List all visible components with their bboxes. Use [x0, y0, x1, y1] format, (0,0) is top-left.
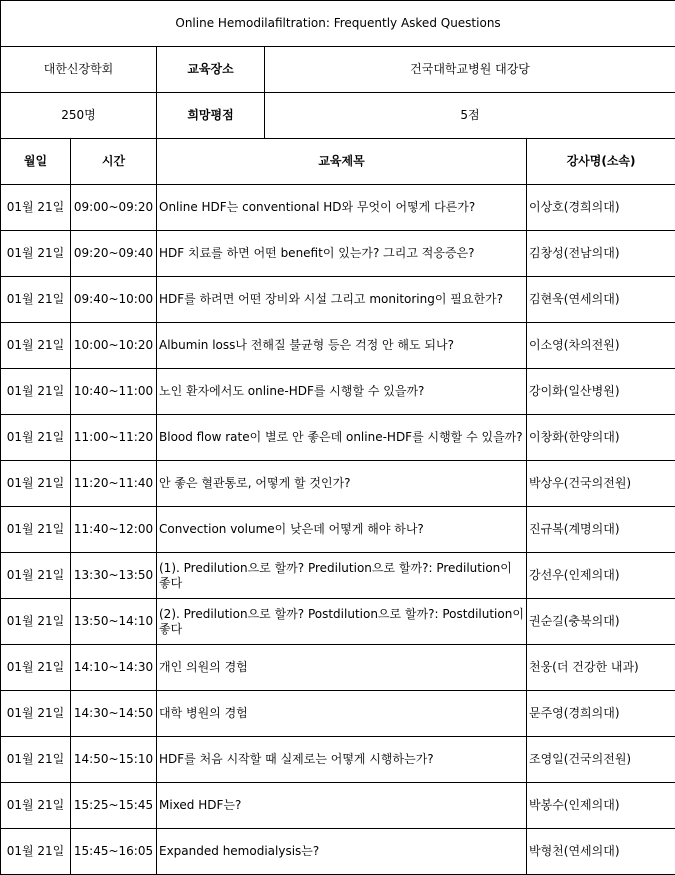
table-row: [1, 553, 675, 599]
row-topic: Convection volume이 낮은데 어떻게 해야 하나?: [157, 507, 527, 553]
row-speaker: 박봉수(인제의대): [527, 783, 675, 829]
row-time: 09:00~09:20: [71, 185, 157, 231]
table-row: [1, 231, 675, 277]
row-topic: (2). Predilution으로 할까? Postdilution으로 할까?: Postdilution이 좋다: [157, 599, 527, 645]
row-speaker: 권순길(충북의대): [527, 599, 675, 645]
row-date: 01월 21일: [1, 829, 71, 875]
table-row: [1, 599, 675, 645]
row-speaker: 이소영(차의전원): [527, 323, 675, 369]
row-speaker: 이상호(경희의대): [527, 185, 675, 231]
row-topic: Expanded hemodialysis는?: [157, 829, 527, 875]
row-time: 14:10~14:30: [71, 645, 157, 691]
row-date: 01월 21일: [1, 783, 71, 829]
header-speaker: 강사명(소속): [527, 139, 675, 185]
row-speaker: 이창화(한양의대): [527, 415, 675, 461]
row-topic: 대학 병원의 경험: [157, 691, 527, 737]
row-speaker: 문주영(경희의대): [527, 691, 675, 737]
header-topic: 교육제목: [157, 139, 527, 185]
table-row: [1, 323, 675, 369]
row-speaker: 박상우(건국의전원): [527, 461, 675, 507]
row-date: 01월 21일: [1, 277, 71, 323]
row-date: 01월 21일: [1, 323, 71, 369]
table-row: [1, 185, 675, 231]
score-value: 5점: [265, 93, 675, 139]
row-speaker: 김창성(전남의대): [527, 231, 675, 277]
row-date: 01월 21일: [1, 415, 71, 461]
row-time: 11:40~12:00: [71, 507, 157, 553]
row-date: 01월 21일: [1, 645, 71, 691]
table-row: [1, 507, 675, 553]
table-row: [1, 461, 675, 507]
row-topic: 노인 환자에서도 online-HDF를 시행할 수 있을까?: [157, 369, 527, 415]
page-title: Online Hemodilafiltration: Frequently Asked Questions: [1, 1, 675, 47]
row-topic: Online HDF는 conventional HD와 무엇이 어떻게 다른가?: [157, 185, 527, 231]
table-row: [1, 783, 675, 829]
row-topic: Blood flow rate이 별로 안 좋은데 online-HDF를 시행할 수 있을까?: [157, 415, 527, 461]
venue-label: 교육장소: [157, 47, 265, 93]
row-date: 01월 21일: [1, 185, 71, 231]
table-row: [1, 737, 675, 783]
row-time: 11:20~11:40: [71, 461, 157, 507]
header-date: 월일: [1, 139, 71, 185]
row-time: 14:50~15:10: [71, 737, 157, 783]
row-topic: 개인 의원의 경험: [157, 645, 527, 691]
row-topic: HDF를 하려면 어떤 장비와 시설 그리고 monitoring이 필요한가?: [157, 277, 527, 323]
row-time: 09:20~09:40: [71, 231, 157, 277]
row-date: 01월 21일: [1, 507, 71, 553]
row-date: 01월 21일: [1, 369, 71, 415]
organizer: 대한신장학회: [1, 47, 157, 93]
row-speaker: 김현욱(연세의대): [527, 277, 675, 323]
row-speaker: 박형천(연세의대): [527, 829, 675, 875]
row-time: 13:30~13:50: [71, 553, 157, 599]
table-row: [1, 415, 675, 461]
row-time: 09:40~10:00: [71, 277, 157, 323]
row-topic: Mixed HDF는?: [157, 783, 527, 829]
table-row: [1, 691, 675, 737]
row-topic: Albumin loss나 전해질 불균형 등은 걱정 안 해도 되나?: [157, 323, 527, 369]
row-topic: (1). Predilution으로 할까? Predilution으로 할까?: Predilution이 좋다: [157, 553, 527, 599]
row-time: 15:25~15:45: [71, 783, 157, 829]
row-date: 01월 21일: [1, 553, 71, 599]
row-speaker: 강선우(인제의대): [527, 553, 675, 599]
table-row: [1, 369, 675, 415]
row-date: 01월 21일: [1, 737, 71, 783]
row-topic: HDF를 처음 시작할 때 실제로는 어떻게 시행하는가?: [157, 737, 527, 783]
row-time: 14:30~14:50: [71, 691, 157, 737]
row-date: 01월 21일: [1, 461, 71, 507]
venue-value: 건국대학교병원 대강당: [265, 47, 675, 93]
row-time: 13:50~14:10: [71, 599, 157, 645]
table-row: [1, 829, 675, 875]
table-row: [1, 277, 675, 323]
row-speaker: 진규복(계명의대): [527, 507, 675, 553]
row-speaker: 강이화(일산병원): [527, 369, 675, 415]
table-row: [1, 645, 675, 691]
row-time: 11:00~11:20: [71, 415, 157, 461]
row-time: 10:40~11:00: [71, 369, 157, 415]
row-speaker: 조영일(건국의전원): [527, 737, 675, 783]
row-date: 01월 21일: [1, 691, 71, 737]
score-label: 희망평점: [157, 93, 265, 139]
row-time: 15:45~16:05: [71, 829, 157, 875]
header-time: 시간: [71, 139, 157, 185]
row-date: 01월 21일: [1, 599, 71, 645]
row-topic: 안 좋은 혈관통로, 어떻게 할 것인가?: [157, 461, 527, 507]
row-topic: HDF 치료를 하면 어떤 benefit이 있는가? 그리고 적응증은?: [157, 231, 527, 277]
row-date: 01월 21일: [1, 231, 71, 277]
row-time: 10:00~10:20: [71, 323, 157, 369]
row-speaker: 천웅(더 건강한 내과): [527, 645, 675, 691]
capacity: 250명: [1, 93, 157, 139]
